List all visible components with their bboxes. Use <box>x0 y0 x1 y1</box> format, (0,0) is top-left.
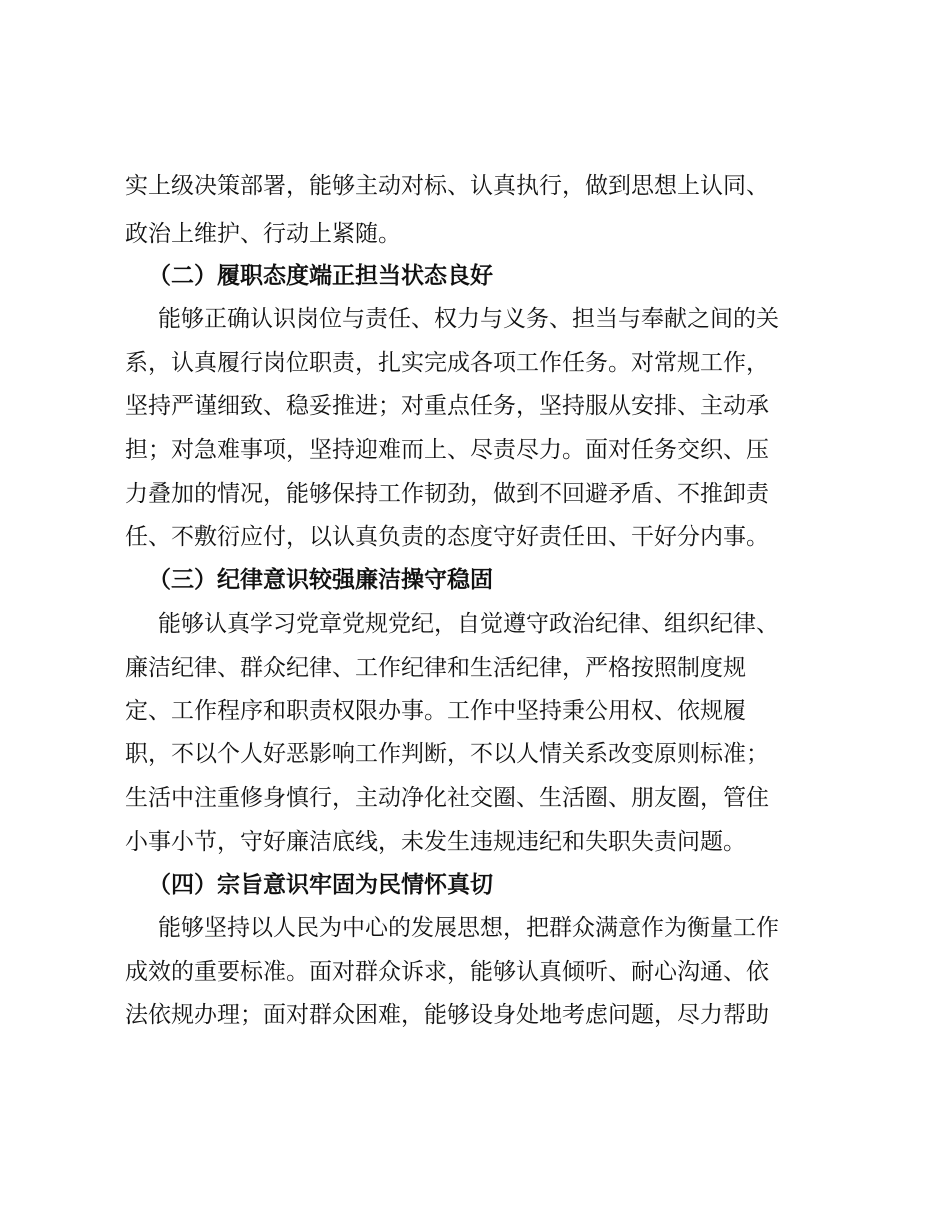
body-line: 法依规办理；面对群众困难，能够设身处地考虑问题，尽力帮助 <box>125 1002 769 1028</box>
body-line: 定、工作程序和职责权限办事。工作中坚持秉公用权、依规履 <box>125 698 746 724</box>
body-line: 任、不敷衍应付，以认真负责的态度守好责任田、干好分内事。 <box>125 524 769 550</box>
body-line: 小事小节，守好廉洁底线，未发生违规违纪和失职失责问题。 <box>125 829 746 855</box>
body-line: 坚持严谨细致、稳妥推进；对重点任务，坚持服从安排、主动承 <box>125 393 769 419</box>
section-heading: （二）履职态度端正担当状态良好 <box>148 263 493 289</box>
body-line: 生活中注重修身慎行，主动净化社交圈、生活圈、朋友圈，管住 <box>125 785 769 811</box>
body-line: 成效的重要标准。面对群众诉求，能够认真倾听、耐心沟通、依 <box>125 959 769 985</box>
body-line: 廉洁纪律、群众纪律、工作纪律和生活纪律，严格按照制度规 <box>125 655 746 681</box>
body-line: 职，不以个人好恶影响工作判断，不以人情关系改变原则标准； <box>125 741 769 767</box>
body-line: 实上级决策部署，能够主动对标、认真执行，做到思想上认同、 <box>125 173 769 199</box>
body-line: 能够正确认识岗位与责任、权力与义务、担当与奉献之间的关 <box>158 306 779 332</box>
body-line: 力叠加的情况，能够保持工作韧劲，做到不回避矛盾、不推卸责 <box>125 481 769 507</box>
section-heading: （三）纪律意识较强廉洁操守稳固 <box>148 567 493 593</box>
body-line: 能够认真学习党章党规党纪，自觉遵守政治纪律、组织纪律、 <box>158 611 779 637</box>
body-line: 担；对急难事项，坚持迎难而上、尽责尽力。面对任务交织、压 <box>125 437 769 463</box>
body-line: 系，认真履行岗位职责，扎实完成各项工作任务。对常规工作， <box>125 350 769 376</box>
body-line: 政治上维护、行动上紧随。 <box>125 221 401 247</box>
section-heading: （四）宗旨意识牢固为民情怀真切 <box>148 872 493 898</box>
body-line: 能够坚持以人民为中心的发展思想，把群众满意作为衡量工作 <box>158 915 779 941</box>
